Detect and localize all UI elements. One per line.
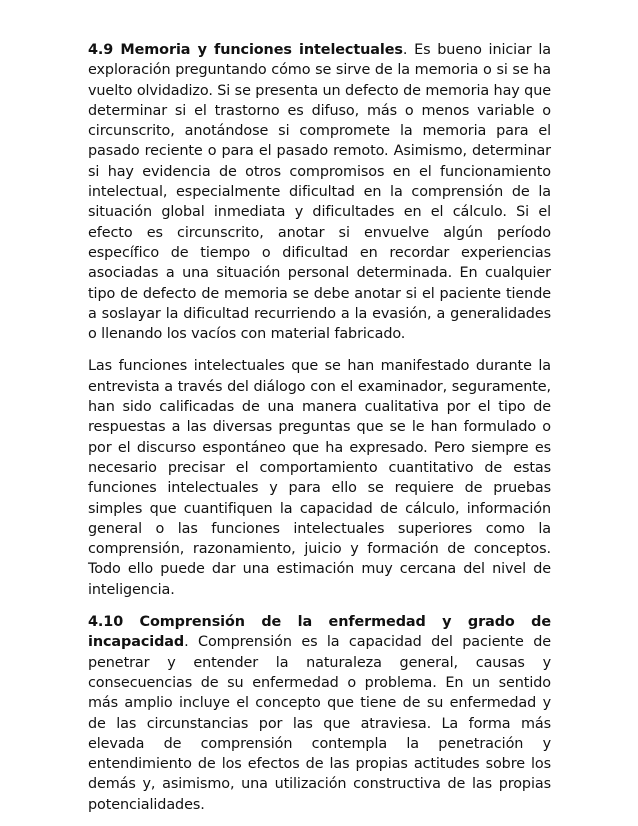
section-heading-4-9: 4.9 Memoria y funciones intelectuales (88, 42, 403, 58)
paragraph-memoria (88, 40, 551, 344)
paragraph-comprension-body: . Comprensión es la capacidad del paciente de penetrar y entender la naturaleza general, causas y consecuencias de su enfermedad o problema. En un sentido más amplio incluye el concepto que tiene de su enfermedad y de las circunstancias por las que atraviesa. La forma más elevada de comprensión contempla la penetración y entendimiento de los efectos de las propias actitudes sobre los demás y, asimismo, una utilización constructiva de las propias potencialidades. (88, 634, 551, 813)
section-heading-4-10: 4.10 Comprensión de la enfermedad y grado de incapacidad (88, 614, 551, 651)
paragraph-comprension (88, 612, 551, 815)
paragraph-memoria-body: . Es bueno iniciar la exploración preguntando cómo se sirve de la memoria o si se ha vuelto olvidadizo. Si se presenta un defecto de memoria hay que determinar si el trastorno es difuso, más o menos variable o circunscrito, anotándose si compromete la memoria para el pasado reciente o para el pasado remoto. Asimismo, determinar si hay evidencia de otros compromisos en el funcionamiento intelectual, especialmente dificultad en la comprensión de la situación global inmediata y dificultades en el cálculo. Si el efecto es circunscrito, anotar si envuelve algún período específico de tiempo o dificultad en recordar experiencias asociadas a una situación personal determinada. En cualquier tipo de defecto de memoria se debe anotar si el paciente tiende a soslayar la dificultad recurriendo a la evasión, a generalidades o llenando los vacíos con material fabricado. (88, 42, 551, 343)
document-page (88, 40, 551, 815)
paragraph-funciones-intelectuales: Las funciones intelectuales que se han manifestado durante la entrevista a través del diálogo con el examinador, seguramente, han sido calificadas de una manera cualitativa por el tipo de respuestas a las diversas preguntas que se le han formulado o por el discurso espontáneo que ha expresado. Pero siempre es necesario precisar el comportamiento cuantitativo de estas funciones intelectuales y para ello se requiere de pruebas simples que cuantifiquen la capacidad de cálculo, información general o las funciones intelectuales superiores como la comprensión, razonamiento, juicio y formación de conceptos. Todo ello puede dar una estimación muy cercana del nivel de inteligencia. (88, 358, 551, 598)
